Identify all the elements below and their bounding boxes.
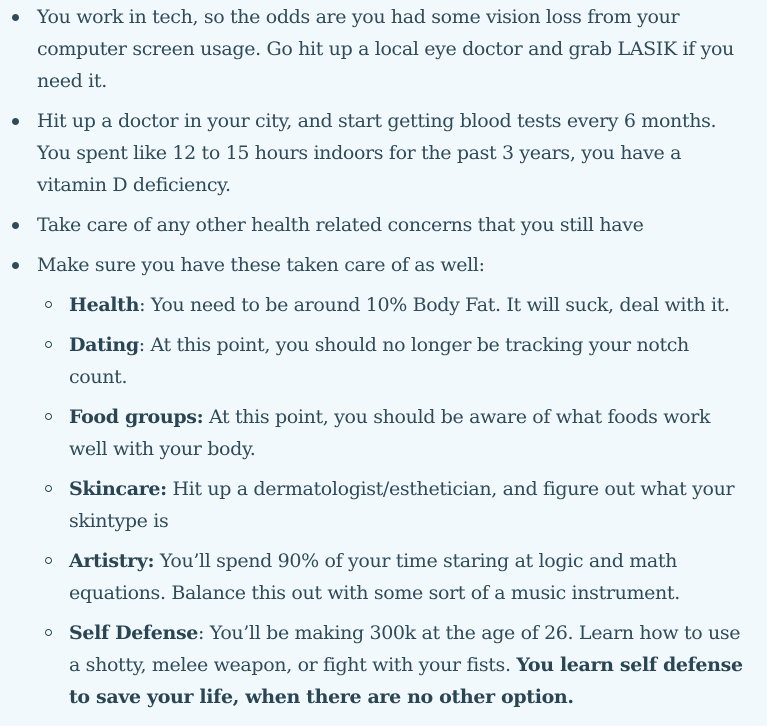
sub-item-health [37,289,752,321]
sub-item-label: Food groups: [69,406,204,428]
list-item-text: Take care of any other health related concerns that you still have [37,214,644,236]
sub-item-food-groups [37,401,752,465]
list-item-blood-tests [12,105,752,201]
list-item-text: You work in tech, so the odds are you had some vision loss from your computer screen usage. Go hit up a local eye doctor and grab LASIK if you need it. [37,6,734,92]
list-item-health-concerns [12,209,752,241]
sub-list [37,289,752,713]
sub-item-self-defense [37,617,752,713]
sub-item-label: Skincare: [69,478,167,500]
advice-list [12,1,752,713]
sub-item-label: Dating [69,334,139,356]
sub-item-text: You’ll spend 90% of your time staring at logic and math equations. Balance this out with some sort of a music instrument. [69,550,680,604]
sub-item-bold-tail: You learn self defense to save your life, when there are no other option. [69,654,743,708]
sub-item-label: Artistry: [69,550,155,572]
sub-item-text: : At this point, you should no longer be tracking your notch count. [69,334,689,388]
sub-item-text: At this point, you should be aware of what foods work well with your body. [69,406,711,460]
sub-item-dating [37,329,752,393]
list-item-text: Make sure you have these taken care of as well: [37,254,485,276]
sub-item-artistry [37,545,752,609]
sub-item-label: Self Defense [69,622,199,644]
list-item-vision [12,1,752,97]
sub-item-text: : You’ll be making 300k at the age of 26. Learn how to use a shotty, melee weapon, or fight with your fists. [69,622,741,676]
list-item-text: Hit up a doctor in your city, and start getting blood tests every 6 months. You spent like 12 to 15 hours indoors for the past 3 years, you have a vitamin D deficiency. [37,110,717,196]
sub-item-text: : You need to be around 10% Body Fat. It will suck, deal with it. [139,294,730,316]
sub-item-skincare [37,473,752,537]
list-item-taken-care [12,249,752,713]
sub-item-text: Hit up a dermatologist/esthetician, and figure out what your skintype is [69,478,735,532]
sub-item-label: Health [69,294,140,316]
